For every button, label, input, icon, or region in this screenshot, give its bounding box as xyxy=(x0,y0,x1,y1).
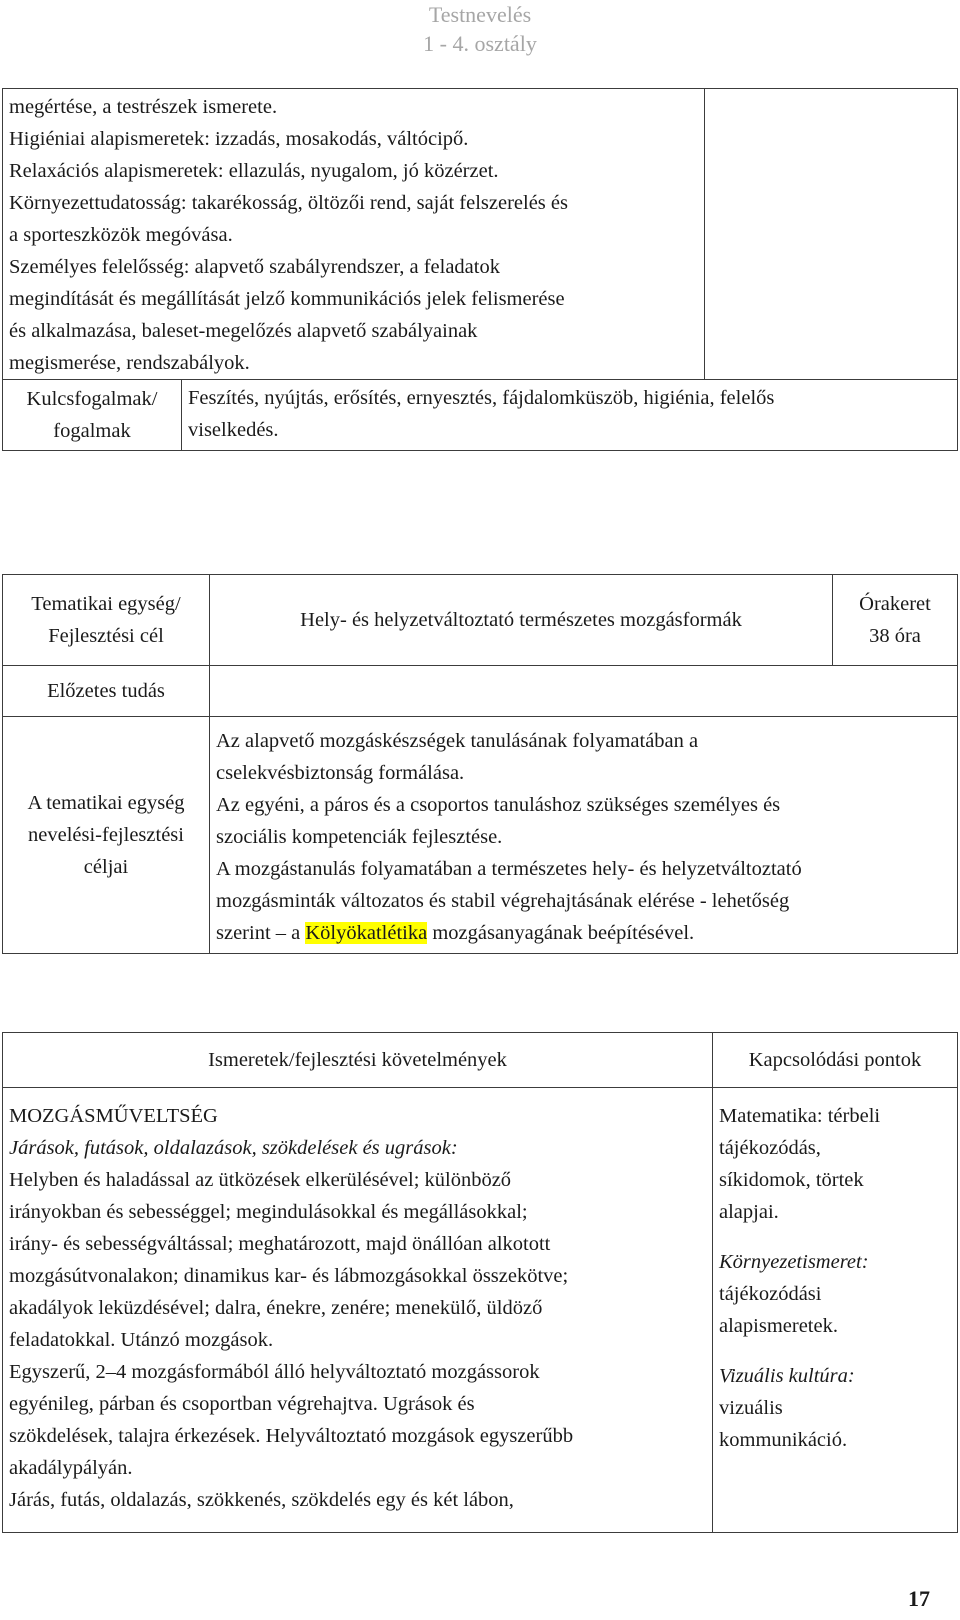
page-number: 17 xyxy=(908,1586,930,1611)
goals-cell xyxy=(210,717,958,954)
goals-label: A tematikai egység xyxy=(27,792,185,814)
prior-knowledge-label-cell xyxy=(3,666,210,717)
connection-subject: Vizuális kultúra: xyxy=(719,1365,855,1387)
keywords-label: fogalmak xyxy=(53,420,131,442)
body-line: Járás, futás, oldalazás, szökkenés, szökdelés egy és két lábon, xyxy=(9,1489,514,1511)
connection-line: Matematika: térbeli xyxy=(719,1105,881,1127)
spacer xyxy=(719,1342,951,1360)
goals-label-cell xyxy=(3,717,210,954)
requirements-table xyxy=(2,1032,958,1533)
continuation-table xyxy=(2,88,958,451)
body-line: feladatokkal. Utánzó mozgások. xyxy=(9,1329,274,1351)
hours-value: 38 óra xyxy=(869,625,921,647)
spacer xyxy=(719,1228,951,1246)
goals-line: Az egyéni, a páros és a csoportos tanuláshoz szükséges személyes és xyxy=(216,794,781,816)
text-line: megindítását és megállítását jelző kommunikációs jelek felismerése xyxy=(9,288,565,310)
connections-cell xyxy=(713,1088,958,1533)
keywords-label: Kulcsfogalmak/ xyxy=(26,388,158,410)
keywords-text: viselkedés. xyxy=(188,419,279,441)
goals-line: Az alapvető mozgáskészségek tanulásának folyamatában a xyxy=(216,730,699,752)
text-line: Relaxációs alapismeretek: ellazulás, nyugalom, jó közérzet. xyxy=(9,160,499,182)
subsection-title: Járások, futások, oldalazások, szökdelések és ugrások: xyxy=(9,1137,458,1159)
empty-cell xyxy=(705,89,958,380)
goals-line xyxy=(216,917,951,949)
connection-line: kommunikáció. xyxy=(719,1429,848,1451)
text-line: Környezettudatosság: takarékosság, öltözői rend, saját felszerelés és xyxy=(9,192,568,214)
goals-label: céljai xyxy=(83,856,129,878)
unit-label-cell xyxy=(3,575,210,666)
keywords-label-cell xyxy=(3,380,182,451)
connection-line: alapismeretek. xyxy=(719,1315,838,1337)
highlighted-term: Kölyökatlétika xyxy=(305,922,428,944)
goals-text: mozgásanyagának beépítésével. xyxy=(427,922,695,944)
goals-line: szociális kompetenciák fejlesztése. xyxy=(216,826,503,848)
body-line: mozgásútvonalakon; dinamikus kar- és lábmozgásokkal összekötve; xyxy=(9,1265,569,1287)
text-line: és alkalmazása, baleset-megelőzés alapvető szabályainak xyxy=(9,320,478,342)
unit-title: Hely- és helyzetváltoztató természetes mozgásformák xyxy=(300,609,742,631)
body-line: szökdelések, talajra érkezések. Helyváltoztató mozgások egyszerűbb xyxy=(9,1425,574,1447)
body-line: Helyben és haladással az ütközések elkerülésével; különböző xyxy=(9,1169,512,1191)
text-line: megértése, a testrészek ismerete. xyxy=(9,96,278,118)
prior-knowledge-label: Előzetes tudás xyxy=(47,680,165,702)
connection-line: tájékozódási xyxy=(719,1283,822,1305)
thematic-unit-table xyxy=(2,574,958,954)
keywords-text: Feszítés, nyújtás, erősítés, ernyesztés, fájdalomküszöb, higiénia, felelős xyxy=(188,387,775,409)
connections-header-cell xyxy=(713,1033,958,1088)
unit-label: Tematikai egység/ xyxy=(31,593,181,615)
text-line: a sporteszközök megóvása. xyxy=(9,224,233,246)
goals-line: mozgásminták változatos és stabil végrehajtásának elérése - lehetőség xyxy=(216,890,790,912)
body-line: akadálypályán. xyxy=(9,1457,133,1479)
body-line: egyénileg, párban és csoportban végrehajtva. Ugrások és xyxy=(9,1393,475,1415)
connection-line: alapjai. xyxy=(719,1201,779,1223)
requirements-header-cell xyxy=(3,1033,713,1088)
goals-line: cselekvésbiztonság formálása. xyxy=(216,762,465,784)
section-title: MOZGÁSMŰVELTSÉG xyxy=(9,1105,218,1127)
goals-label: nevelési-fejlesztési xyxy=(28,824,184,846)
goals-text: szerint – a xyxy=(216,922,306,944)
requirements-cell xyxy=(3,1088,713,1533)
connection-line: síkidomok, törtek xyxy=(719,1169,864,1191)
unit-label: Fejlesztési cél xyxy=(48,625,164,647)
goals-line: A mozgástanulás folyamatában a természetes hely- és helyzetváltoztató xyxy=(216,858,802,880)
text-line: Személyes felelősség: alapvető szabályrendszer, a feladatok xyxy=(9,256,500,278)
header-subject: Testnevelés xyxy=(428,2,532,27)
hours-cell xyxy=(833,575,958,666)
connection-subject: Környezetismeret: xyxy=(719,1251,869,1273)
page-header xyxy=(0,0,960,58)
connections-header: Kapcsolódási pontok xyxy=(748,1049,922,1071)
keywords-cell xyxy=(182,380,958,451)
requirements-header: Ismeretek/fejlesztési követelmények xyxy=(208,1049,507,1071)
continuation-cell xyxy=(3,89,705,380)
body-line: akadályok leküzdésével; dalra, énekre, zenére; menekülő, üldöző xyxy=(9,1297,543,1319)
body-line: Egyszerű, 2–4 mozgásformából álló helyváltoztató mozgássorok xyxy=(9,1361,540,1383)
text-line: megismerése, rendszabályok. xyxy=(9,352,250,374)
header-grade: 1 - 4. osztály xyxy=(423,31,537,56)
prior-knowledge-cell xyxy=(210,666,958,717)
connection-line: tájékozódás, xyxy=(719,1137,821,1159)
body-line: irányokban és sebességgel; megindulásokkal és megállásokkal; xyxy=(9,1201,528,1223)
text-line: Higiéniai alapismeretek: izzadás, mosakodás, váltócipő. xyxy=(9,128,469,150)
hours-label: Órakeret xyxy=(859,593,931,615)
unit-title-cell xyxy=(210,575,833,666)
body-line: irány- és sebességváltással; meghatározott, majd önállóan alkotott xyxy=(9,1233,551,1255)
connection-line: vizuális xyxy=(719,1397,783,1419)
